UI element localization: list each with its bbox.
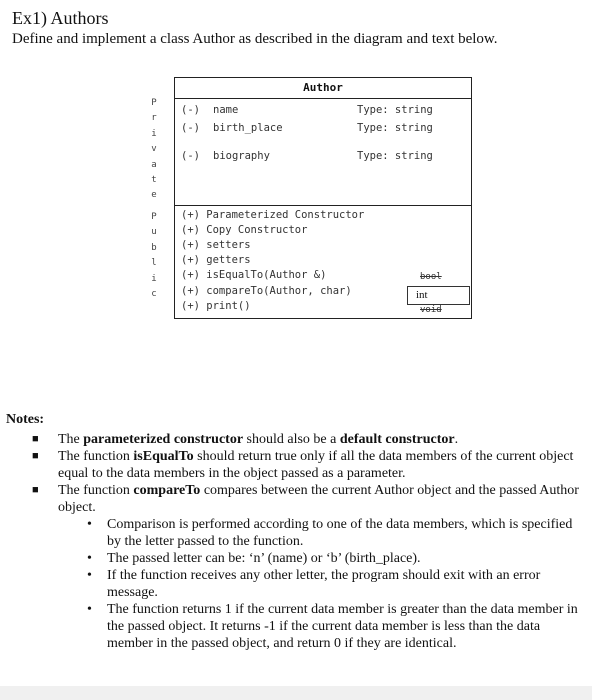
page-title: Ex1) Authors bbox=[12, 8, 109, 28]
notes-heading: Notes: bbox=[6, 412, 45, 427]
list-item: ■ The parameterized constructor should also be a default constructor. bbox=[32, 432, 459, 447]
list-item: ■ The function isEqualTo should return true only if all the data members of the current object equal to the data members in the object passed as a parameter. bbox=[32, 449, 574, 481]
sub-list-item: • The function returns 1 if the current data member is greater than the data member in the passed object. It returns -1 if the current data member is less than the data member in the passed object, and return 0 if they are identical. bbox=[87, 602, 578, 651]
private-label: P r i v a t e bbox=[151, 98, 157, 201]
sub-list-item: • If the function receives any other letter, the program should exit with an error message. bbox=[87, 568, 541, 600]
return-type-box bbox=[407, 286, 470, 305]
attr-type: Type: string bbox=[357, 122, 433, 134]
square-bullet-icon: ■ bbox=[32, 433, 39, 445]
public-label: P u b l i c bbox=[151, 212, 157, 300]
attr-type: Type: string bbox=[357, 150, 433, 162]
attr-name: birth_place bbox=[213, 122, 283, 134]
operation: (+) Parameterized Constructor bbox=[181, 209, 365, 221]
operation: (+) Copy Constructor bbox=[181, 224, 308, 236]
attr-vis: (-) bbox=[181, 122, 200, 134]
attr-vis: (-) bbox=[181, 150, 200, 162]
square-bullet-icon: ■ bbox=[32, 484, 39, 496]
attributes-section bbox=[175, 99, 471, 206]
attr-name: name bbox=[213, 104, 239, 116]
operation: (+) setters bbox=[181, 239, 251, 251]
class-name: Author bbox=[175, 78, 471, 99]
attr-vis: (-) bbox=[181, 104, 200, 116]
round-bullet-icon: • bbox=[87, 602, 92, 617]
attr-type: Type: string bbox=[357, 104, 433, 116]
list-item: ■ The function compareTo compares between the current Author object and the passed Author object. bbox=[32, 483, 579, 515]
round-bullet-icon: • bbox=[87, 551, 92, 566]
page-subtitle: Define and implement a class Author as described in the diagram and text below. bbox=[12, 31, 498, 47]
operation: (+) print() bbox=[181, 300, 251, 312]
return-type-int: int bbox=[416, 289, 428, 301]
bottom-strip bbox=[0, 686, 592, 700]
square-bullet-icon: ■ bbox=[32, 450, 39, 462]
sub-list-item: • The passed letter can be: ‘n’ (name) or ‘b’ (birth_place). bbox=[87, 551, 421, 566]
sub-list-item: • Comparison is performed according to one of the data members, which is specified by the letter passed to the function. bbox=[87, 517, 573, 549]
round-bullet-icon: • bbox=[87, 568, 92, 583]
uml-class-diagram bbox=[174, 77, 472, 319]
struck-return-bool: bool bbox=[420, 272, 442, 282]
operation: (+) getters bbox=[181, 254, 251, 266]
struck-return-void: void bbox=[420, 305, 442, 315]
attr-name: biography bbox=[213, 150, 270, 162]
operation: (+) isEqualTo(Author &) bbox=[181, 269, 327, 281]
operation: (+) compareTo(Author, char) bbox=[181, 285, 352, 297]
round-bullet-icon: • bbox=[87, 517, 92, 532]
notes-list bbox=[30, 431, 585, 652]
